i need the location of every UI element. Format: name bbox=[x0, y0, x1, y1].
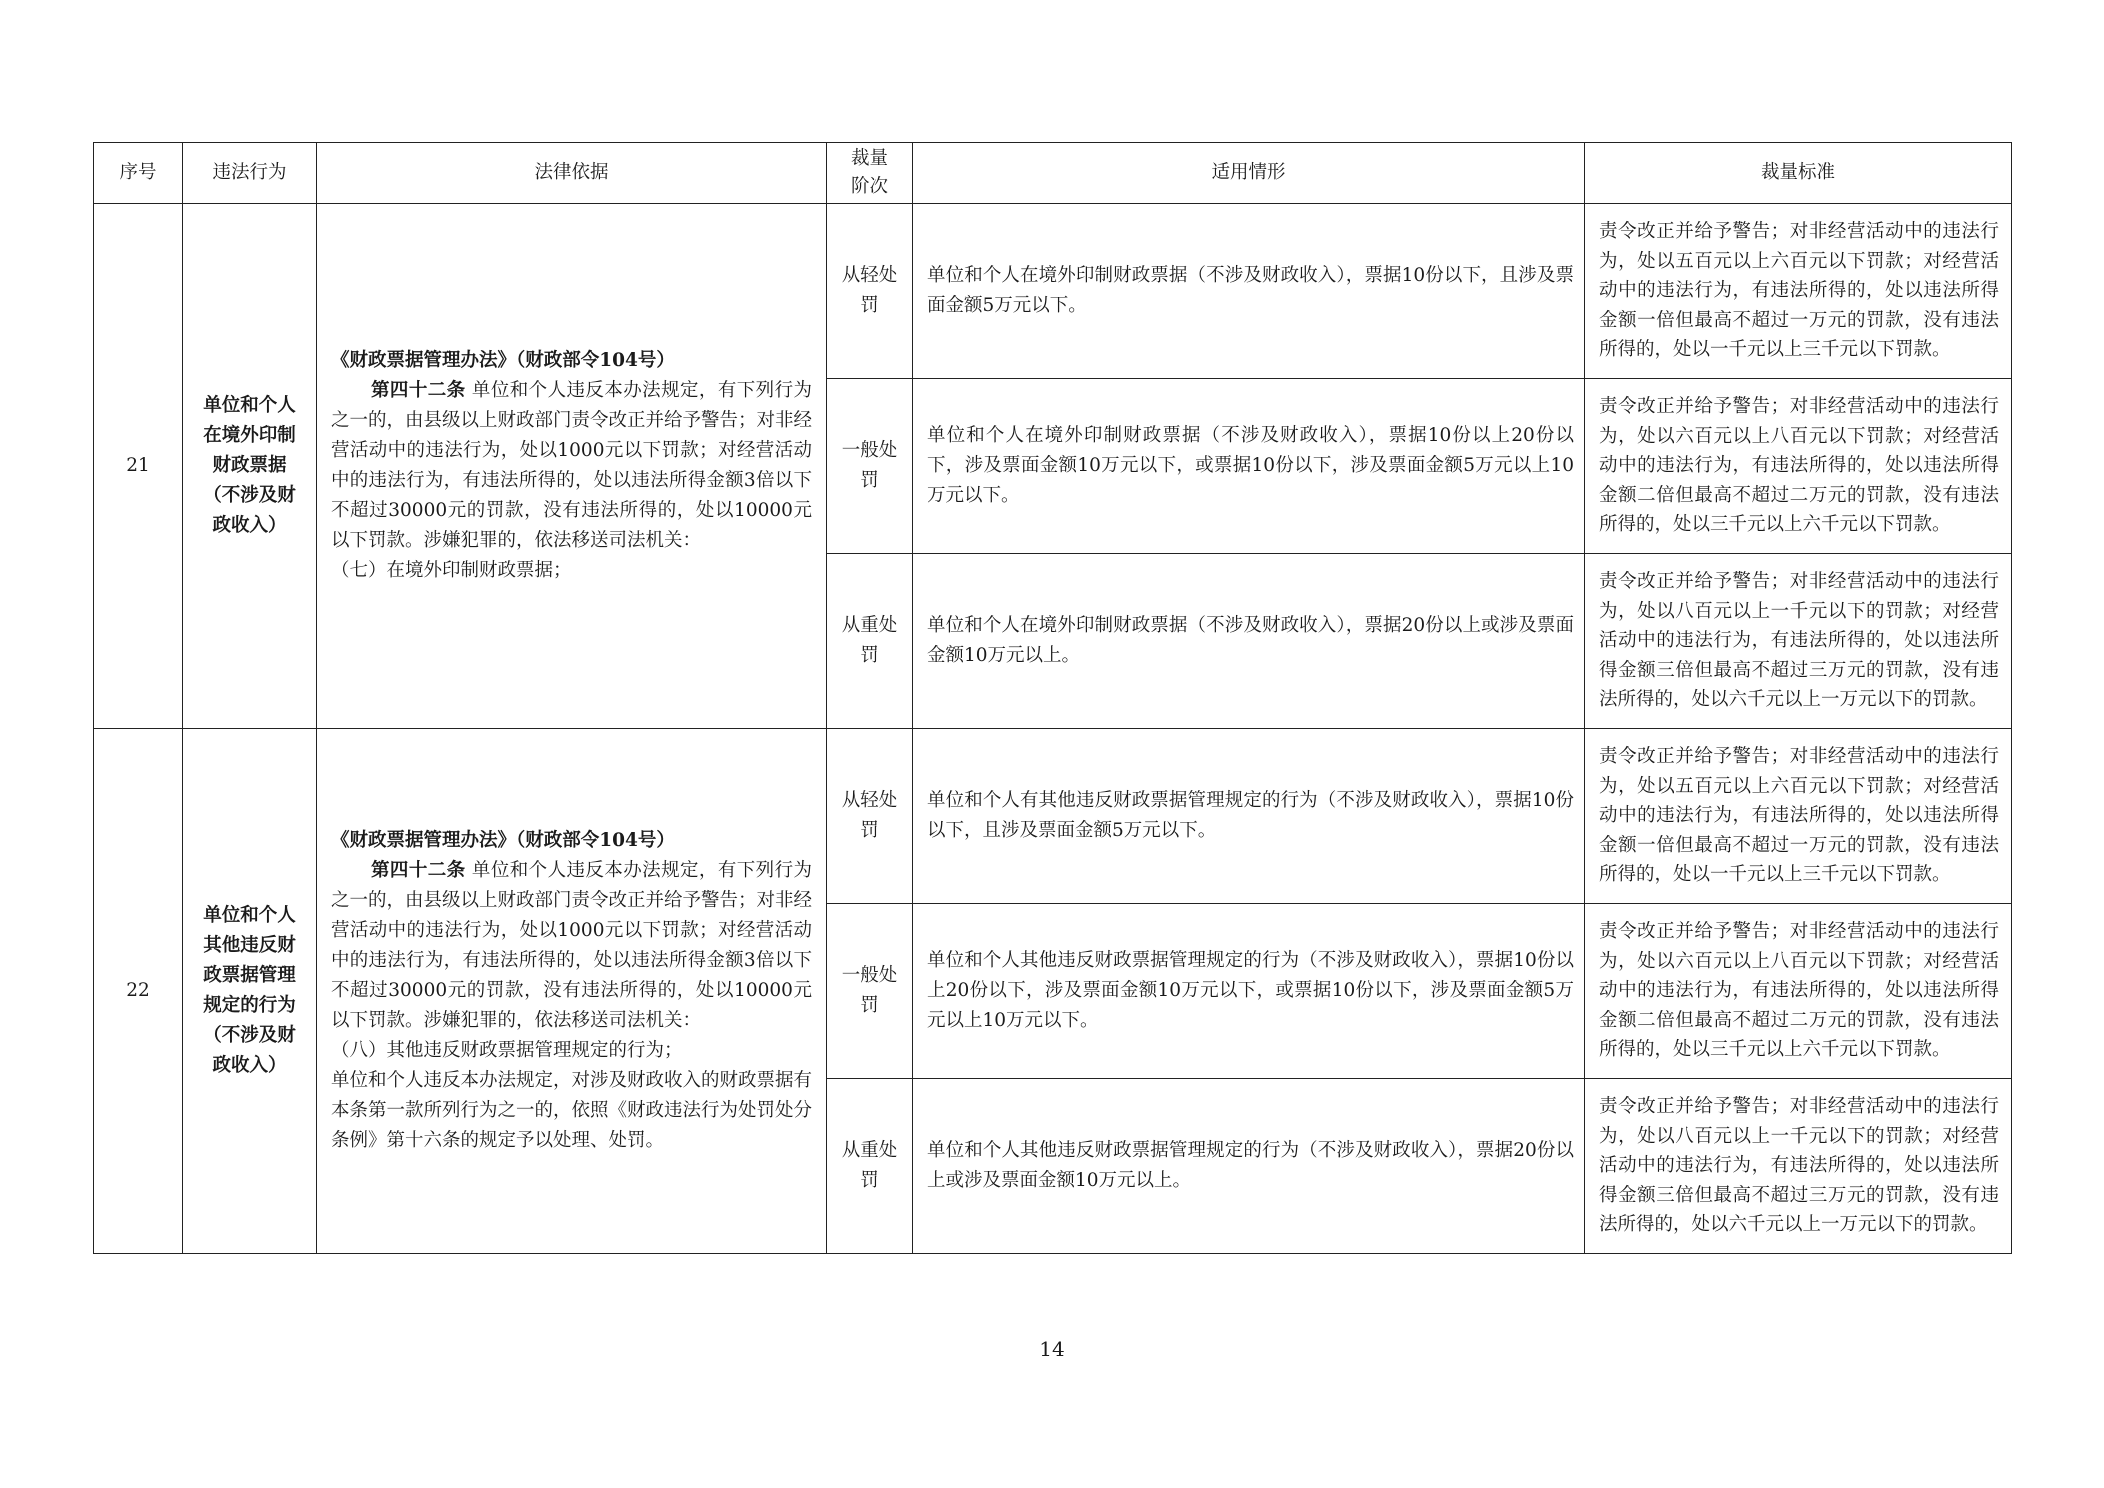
law-item: （七）在境外印制财政票据； bbox=[331, 560, 572, 581]
discretion-standards-table bbox=[93, 142, 2012, 1254]
level-cell: 一般处罚 bbox=[827, 904, 913, 1079]
law-article-text: 单位和个人违反本办法规定，有下列行为之一的，由县级以上财政部门责令改正并给予警告；对非经营活动中的违法行为，处以1000元以下罚款；对经营活动中的违法行为，有违法所得的，处以违法所得金额3倍以下不超过30000元的罚款，没有违法所得的，处以10000元以下罚款。涉嫌犯罪的，依法移送司法机关： bbox=[331, 860, 813, 1031]
situation-cell: 单位和个人其他违反财政票据管理规定的行为（不涉及财政收入），票据20份以上或涉及票面金额10万元以上。 bbox=[913, 1079, 1585, 1254]
row-violation: 单位和个人在境外印制财政票据（不涉及财政收入） bbox=[183, 204, 317, 729]
standard-cell: 责令改正并给予警告；对非经营活动中的违法行为，处以五百元以上六百元以下罚款；对经营活动中的违法行为，有违法所得的，处以违法所得金额一倍但最高不超过一万元的罚款，没有违法所得的，处以一千元以上三千元以下罚款。 bbox=[1585, 729, 2012, 904]
row-legal-basis bbox=[317, 729, 827, 1254]
header-level bbox=[827, 143, 913, 204]
header-act: 违法行为 bbox=[183, 143, 317, 204]
law-extra: 单位和个人违反本办法规定，对涉及财政收入的财政票据有本条第一款所列行为之一的，依照《财政违法行为处罚处分条例》第十六条的规定予以处理、处罚。 bbox=[331, 1070, 813, 1151]
level-cell: 从轻处罚 bbox=[827, 729, 913, 904]
table-row bbox=[94, 204, 2012, 379]
situation-cell: 单位和个人在境外印制财政票据（不涉及财政收入），票据20份以上或涉及票面金额10万元以上。 bbox=[913, 554, 1585, 729]
row-violation: 单位和个人其他违反财政票据管理规定的行为（不涉及财政收入） bbox=[183, 729, 317, 1254]
standard-cell: 责令改正并给予警告；对非经营活动中的违法行为，处以八百元以上一千元以下的罚款；对经营活动中的违法行为，有违法所得的，处以违法所得金额三倍但最高不超过三万元的罚款，没有违法所得的，处以六千元以上一万元以下的罚款。 bbox=[1585, 554, 2012, 729]
header-level-line1: 裁量 bbox=[850, 148, 888, 169]
header-law: 法律依据 bbox=[317, 143, 827, 204]
law-item: （八）其他违反财政票据管理规定的行为； bbox=[331, 1040, 683, 1061]
header-situation: 适用情形 bbox=[913, 143, 1585, 204]
level-cell: 从轻处罚 bbox=[827, 204, 913, 379]
header-seq: 序号 bbox=[94, 143, 183, 204]
level-cell: 从重处罚 bbox=[827, 1079, 913, 1254]
row-seq: 22 bbox=[94, 729, 183, 1254]
level-cell: 一般处罚 bbox=[827, 379, 913, 554]
law-title: 《财政票据管理办法》（财政部令104号） bbox=[331, 350, 675, 371]
standard-cell: 责令改正并给予警告；对非经营活动中的违法行为，处以八百元以上一千元以下的罚款；对经营活动中的违法行为，有违法所得的，处以违法所得金额三倍但最高不超过三万元的罚款，没有违法所得的，处以六千元以上一万元以下的罚款。 bbox=[1585, 1079, 2012, 1254]
row-legal-basis bbox=[317, 204, 827, 729]
standard-cell: 责令改正并给予警告；对非经营活动中的违法行为，处以六百元以上八百元以下罚款；对经营活动中的违法行为，有违法所得的，处以违法所得金额二倍但最高不超过二万元的罚款，没有违法所得的，处以三千元以上六千元以下罚款。 bbox=[1585, 379, 2012, 554]
law-article bbox=[331, 376, 812, 556]
table-row bbox=[94, 729, 2012, 904]
law-article-number: 第四十二条 bbox=[371, 860, 466, 881]
law-article-text: 单位和个人违反本办法规定，有下列行为之一的，由县级以上财政部门责令改正并给予警告；对非经营活动中的违法行为，处以1000元以下罚款；对经营活动中的违法行为，有违法所得的，处以违法所得金额3倍以下不超过30000元的罚款，没有违法所得的，处以10000元以下罚款。涉嫌犯罪的，依法移送司法机关： bbox=[331, 380, 813, 551]
situation-cell: 单位和个人在境外印制财政票据（不涉及财政收入），票据10份以上20份以下，涉及票面金额10万元以下，或票据10份以下，涉及票面金额5万元以上10万元以下。 bbox=[913, 379, 1585, 554]
law-title: 《财政票据管理办法》（财政部令104号） bbox=[331, 830, 675, 851]
standard-cell: 责令改正并给予警告；对非经营活动中的违法行为，处以六百元以上八百元以下罚款；对经营活动中的违法行为，有违法所得的，处以违法所得金额二倍但最高不超过二万元的罚款，没有违法所得的，处以三千元以上六千元以下罚款。 bbox=[1585, 904, 2012, 1079]
situation-cell: 单位和个人有其他违反财政票据管理规定的行为（不涉及财政收入），票据10份以下，且涉及票面金额5万元以下。 bbox=[913, 729, 1585, 904]
law-article-number: 第四十二条 bbox=[371, 380, 466, 401]
page-number: 14 bbox=[1039, 1337, 1065, 1361]
law-article bbox=[331, 856, 812, 1036]
situation-cell: 单位和个人在境外印制财政票据（不涉及财政收入），票据10份以下，且涉及票面金额5万元以下。 bbox=[913, 204, 1585, 379]
row-seq: 21 bbox=[94, 204, 183, 729]
header-level-line2: 阶次 bbox=[850, 176, 888, 197]
situation-cell: 单位和个人其他违反财政票据管理规定的行为（不涉及财政收入），票据10份以上20份以下，涉及票面金额10万元以下，或票据10份以下，涉及票面金额5万元以上10万元以下。 bbox=[913, 904, 1585, 1079]
standard-cell: 责令改正并给予警告；对非经营活动中的违法行为，处以五百元以上六百元以下罚款；对经营活动中的违法行为，有违法所得的，处以违法所得金额一倍但最高不超过一万元的罚款，没有违法所得的，处以一千元以上三千元以下罚款。 bbox=[1585, 204, 2012, 379]
level-cell: 从重处罚 bbox=[827, 554, 913, 729]
header-standard: 裁量标准 bbox=[1585, 143, 2012, 204]
table-header-row bbox=[94, 143, 2012, 204]
